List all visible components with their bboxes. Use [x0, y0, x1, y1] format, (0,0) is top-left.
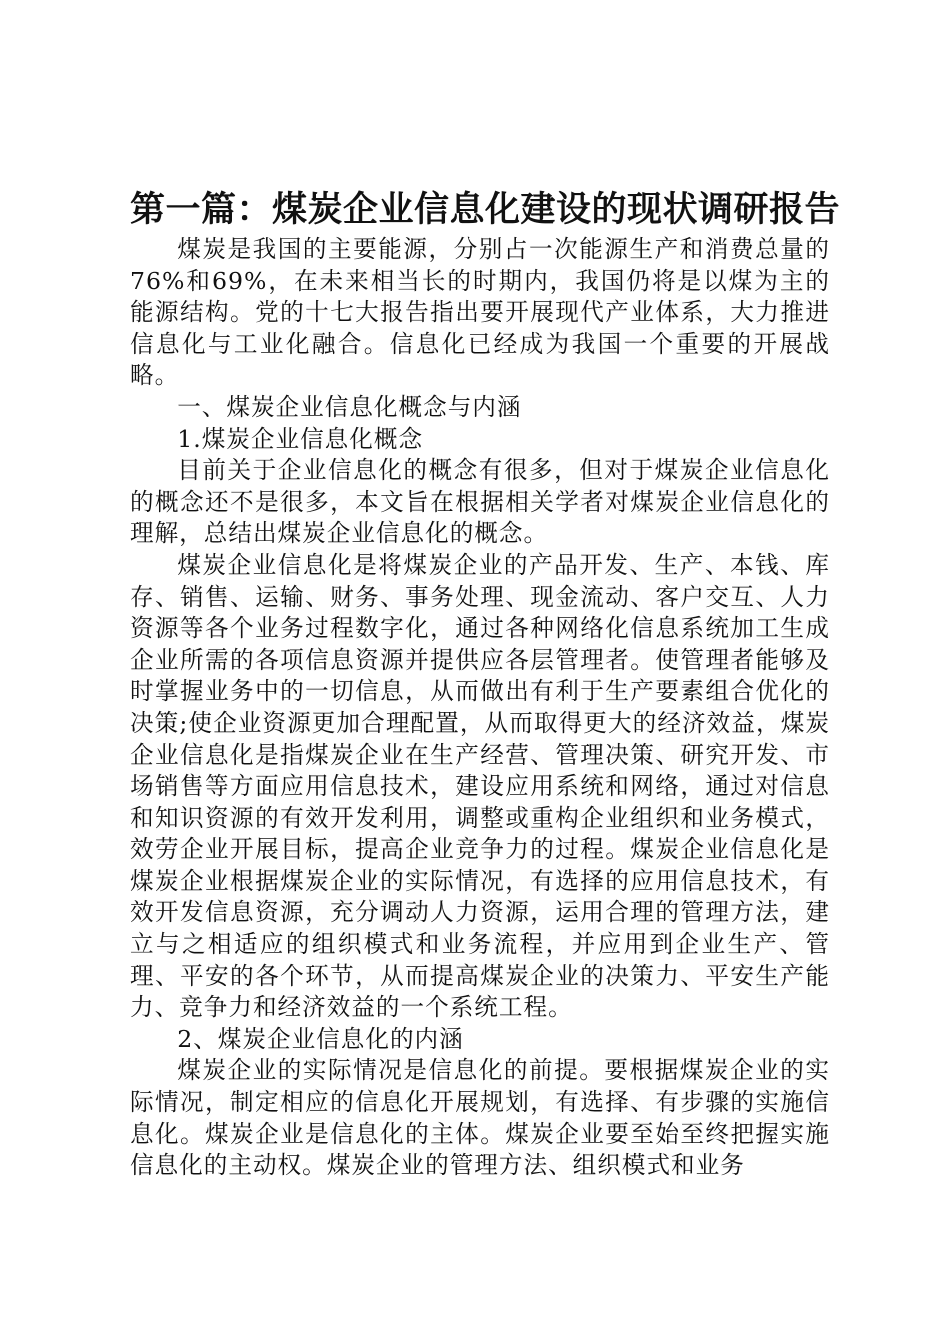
- paragraph-concept-intro: 目前关于企业信息化的概念有很多，但对于煤炭企业信息化的概念还不是很多，本文旨在根据相关学者对煤炭企业信息化的理解，总结出煤炭企业信息化的概念。: [130, 456, 830, 548]
- paragraph-concept-definition: 煤炭企业信息化是将煤炭企业的产品开发、生产、本钱、库存、销售、运输、财务、事务处理、现金流动、客户交互、人力资源等各个业务过程数字化，通过各种网络化信息系统加工生成企业所需的各项信息资源并提供应各层管理者。使管理者能够及时掌握业务中的一切信息，从而做出有利于生产要素组合优化的决策;使企业资源更加合理配置，从而取得更大的经济效益，煤炭企业信息化是指煤炭企业在生产经营、管理决策、研究开发、市场销售等方面应用信息技术，建设应用系统和网络，通过对信息和知识资源的有效开发利用，调整或重构企业组织和业务模式，效劳企业开展目标，提高企业竞争力的过程。煤炭企业信息化是煤炭企业根据煤炭企业的实际情况，有选择的应用信息技术，有效开发信息资源，充分调动人力资源，运用合理的管理方法，建立与之相适应的组织模式和业务流程，并应用到企业生产、管理、平安的各个环节，从而提高煤炭企业的决策力、平安生产能力、竞争力和经济效益的一个系统工程。: [130, 550, 830, 1022]
- subsection-heading-2: 2、煤炭企业信息化的内涵: [177, 1024, 464, 1053]
- document-body: [130, 186, 841, 1182]
- subsection-heading-1-1: 1.煤炭企业信息化概念: [177, 424, 424, 453]
- section-heading-1: 一、煤炭企业信息化概念与内涵: [177, 392, 522, 421]
- paragraph-intro: 煤炭是我国的主要能源，分别占一次能源生产和消费总量的76%和69%，在未来相当长的时期内，我国仍将是以煤为主的能源结构。党的十七大报告指出要开展现代产业体系，大力推进信息化与工业化融合。信息化已经成为我国一个重要的开展战略。: [130, 235, 830, 390]
- document-title: 第一篇：煤炭企业信息化建设的现状调研报告: [130, 189, 841, 230]
- paragraph-connotation: 煤炭企业的实际情况是信息化的前提。要根据煤炭企业的实际情况，制定相应的信息化开展规划，有选择、有步骤的实施信息化。煤炭企业是信息化的主体。煤炭企业要至始至终把握实施信息化的主动权。煤炭企业的管理方法、组织模式和业务: [130, 1056, 830, 1180]
